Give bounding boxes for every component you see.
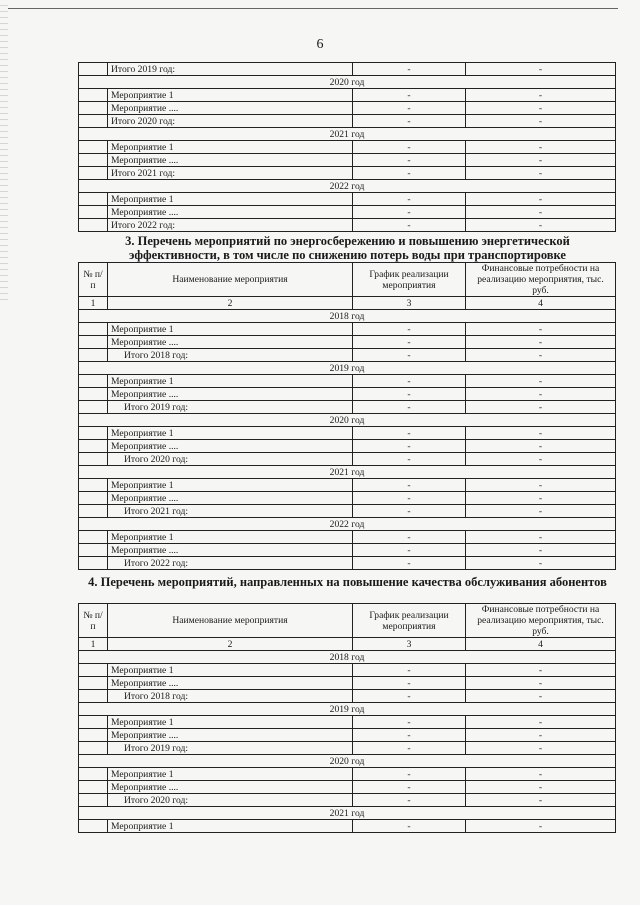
activity-name: Мероприятие 1 xyxy=(108,141,353,154)
year-row xyxy=(79,414,616,427)
finance-cell: - xyxy=(466,63,616,76)
col-index-2: 2 xyxy=(108,297,353,310)
activity-name: Мероприятие .... xyxy=(108,781,353,794)
row-number-cell xyxy=(79,544,108,557)
total-row xyxy=(79,557,616,570)
year-row xyxy=(79,651,616,664)
activity-name: Мероприятие .... xyxy=(108,336,353,349)
schedule-cell: - xyxy=(353,206,466,219)
finance-cell: - xyxy=(466,479,616,492)
total-label: Итого 2020 год: xyxy=(108,453,353,466)
year-row xyxy=(79,755,616,768)
row-number-cell xyxy=(79,531,108,544)
year-row xyxy=(79,466,616,479)
table-section4 xyxy=(78,603,616,833)
finance-cell: - xyxy=(466,115,616,128)
table-row xyxy=(79,677,616,690)
table-row xyxy=(79,206,616,219)
total-row xyxy=(79,742,616,755)
col-index-4: 4 xyxy=(466,638,616,651)
activity-name: Итого 2022 год: xyxy=(108,219,353,232)
finance-cell: - xyxy=(466,193,616,206)
row-number-cell xyxy=(79,479,108,492)
activity-name: Итого 2019 год: xyxy=(108,63,353,76)
row-number-cell xyxy=(79,388,108,401)
schedule-cell: - xyxy=(353,781,466,794)
schedule-cell: - xyxy=(353,729,466,742)
row-number-cell xyxy=(79,781,108,794)
finance-cell: - xyxy=(466,219,616,232)
activity-name: Мероприятие 1 xyxy=(108,427,353,440)
activity-name: Мероприятие 1 xyxy=(108,768,353,781)
schedule-cell: - xyxy=(353,219,466,232)
year-label: 2021 год xyxy=(79,807,616,820)
schedule-cell: - xyxy=(353,505,466,518)
activity-name: Мероприятие .... xyxy=(108,544,353,557)
table-row xyxy=(79,323,616,336)
activity-name: Мероприятие .... xyxy=(108,677,353,690)
finance-cell: - xyxy=(466,794,616,807)
schedule-cell: - xyxy=(353,89,466,102)
row-number-cell xyxy=(79,63,108,76)
table-row xyxy=(79,820,616,833)
schedule-cell: - xyxy=(353,193,466,206)
activity-name: Мероприятие 1 xyxy=(108,193,353,206)
table-row xyxy=(79,336,616,349)
row-number-cell xyxy=(79,492,108,505)
row-number-cell xyxy=(79,102,108,115)
row-number-cell xyxy=(79,427,108,440)
table-row xyxy=(79,768,616,781)
table-row xyxy=(79,427,616,440)
finance-cell: - xyxy=(466,102,616,115)
activity-name: Мероприятие 1 xyxy=(108,89,353,102)
finance-cell: - xyxy=(466,781,616,794)
row-number-cell xyxy=(79,154,108,167)
row-number-cell xyxy=(79,193,108,206)
year-row xyxy=(79,310,616,323)
section-4-title: 4. Перечень мероприятий, направленных на повышение качества обслуживания абонентов xyxy=(88,575,607,589)
table-row xyxy=(79,664,616,677)
total-label: Итого 2019 год: xyxy=(108,742,353,755)
year-label: 2020 год xyxy=(79,755,616,768)
schedule-cell: - xyxy=(353,557,466,570)
finance-cell: - xyxy=(466,167,616,180)
col-header-finance: Финансовые потребности на реализацию мероприятия, тыс. руб. xyxy=(466,263,616,297)
schedule-cell: - xyxy=(353,716,466,729)
finance-cell: - xyxy=(466,664,616,677)
col-header-num: № п/п xyxy=(79,263,108,297)
year-label: 2018 год xyxy=(79,310,616,323)
year-label: 2022 год xyxy=(79,180,616,193)
finance-cell: - xyxy=(466,544,616,557)
finance-cell: - xyxy=(466,505,616,518)
finance-cell: - xyxy=(466,820,616,833)
activity-name: Мероприятие .... xyxy=(108,206,353,219)
year-label: 2020 год xyxy=(79,414,616,427)
row-number-cell xyxy=(79,167,108,180)
row-number-cell xyxy=(79,820,108,833)
col-header-name: Наименование мероприятия xyxy=(108,263,353,297)
table-row xyxy=(79,716,616,729)
row-number-cell xyxy=(79,219,108,232)
row-number-cell xyxy=(79,729,108,742)
col-index-2: 2 xyxy=(108,638,353,651)
row-number-cell xyxy=(79,336,108,349)
row-number-cell xyxy=(79,505,108,518)
table-section2-continuation xyxy=(78,62,616,232)
table-row xyxy=(79,193,616,206)
year-row xyxy=(79,180,616,193)
col-header-schedule: График реализации мероприятия xyxy=(353,604,466,638)
schedule-cell: - xyxy=(353,664,466,677)
finance-cell: - xyxy=(466,729,616,742)
col-index-4: 4 xyxy=(466,297,616,310)
row-number-cell xyxy=(79,742,108,755)
finance-cell: - xyxy=(466,388,616,401)
finance-cell: - xyxy=(466,323,616,336)
finance-cell: - xyxy=(466,531,616,544)
finance-cell: - xyxy=(466,440,616,453)
row-number-cell xyxy=(79,677,108,690)
schedule-cell: - xyxy=(353,544,466,557)
finance-cell: - xyxy=(466,716,616,729)
schedule-cell: - xyxy=(353,794,466,807)
row-number-cell xyxy=(79,716,108,729)
table-row xyxy=(79,115,616,128)
col-header-name: Наименование мероприятия xyxy=(108,604,353,638)
total-label: Итого 2022 год: xyxy=(108,557,353,570)
total-row xyxy=(79,505,616,518)
scan-top-edge xyxy=(8,8,618,9)
table-row xyxy=(79,729,616,742)
activity-name: Мероприятие 1 xyxy=(108,716,353,729)
finance-cell: - xyxy=(466,492,616,505)
row-number-cell xyxy=(79,768,108,781)
table-row xyxy=(79,544,616,557)
year-row xyxy=(79,703,616,716)
schedule-cell: - xyxy=(353,768,466,781)
col-header-num: № п/п xyxy=(79,604,108,638)
year-label: 2019 год xyxy=(79,703,616,716)
row-number-cell xyxy=(79,557,108,570)
col-header-schedule: График реализации мероприятия xyxy=(353,263,466,297)
finance-cell: - xyxy=(466,690,616,703)
row-number-cell xyxy=(79,453,108,466)
finance-cell: - xyxy=(466,375,616,388)
schedule-cell: - xyxy=(353,336,466,349)
schedule-cell: - xyxy=(353,141,466,154)
finance-cell: - xyxy=(466,206,616,219)
year-label: 2021 год xyxy=(79,466,616,479)
schedule-cell: - xyxy=(353,492,466,505)
schedule-cell: - xyxy=(353,531,466,544)
page-number: 6 xyxy=(316,37,324,52)
row-number-cell xyxy=(79,349,108,362)
year-label: 2020 год xyxy=(79,76,616,89)
row-number-cell xyxy=(79,690,108,703)
table-row xyxy=(79,63,616,76)
row-number-cell xyxy=(79,401,108,414)
schedule-cell: - xyxy=(353,115,466,128)
finance-cell: - xyxy=(466,349,616,362)
finance-cell: - xyxy=(466,677,616,690)
total-label: Итого 2018 год: xyxy=(108,349,353,362)
activity-name: Мероприятие 1 xyxy=(108,479,353,492)
schedule-cell: - xyxy=(353,323,466,336)
schedule-cell: - xyxy=(353,677,466,690)
activity-name: Мероприятие 1 xyxy=(108,531,353,544)
row-number-cell xyxy=(79,794,108,807)
schedule-cell: - xyxy=(353,742,466,755)
total-row xyxy=(79,349,616,362)
year-label: 2022 год xyxy=(79,518,616,531)
finance-cell: - xyxy=(466,89,616,102)
schedule-cell: - xyxy=(353,820,466,833)
activity-name: Мероприятие 1 xyxy=(108,375,353,388)
schedule-cell: - xyxy=(353,102,466,115)
schedule-cell: - xyxy=(353,154,466,167)
schedule-cell: - xyxy=(353,401,466,414)
activity-name: Мероприятие .... xyxy=(108,440,353,453)
col-index-1: 1 xyxy=(79,638,108,651)
row-number-cell xyxy=(79,440,108,453)
table-row xyxy=(79,440,616,453)
year-label: 2019 год xyxy=(79,362,616,375)
total-label: Итого 2018 год: xyxy=(108,690,353,703)
activity-name: Мероприятие .... xyxy=(108,154,353,167)
schedule-cell: - xyxy=(353,479,466,492)
row-number-cell xyxy=(79,664,108,677)
finance-cell: - xyxy=(466,557,616,570)
table-row xyxy=(79,219,616,232)
schedule-cell: - xyxy=(353,167,466,180)
finance-cell: - xyxy=(466,427,616,440)
schedule-cell: - xyxy=(353,690,466,703)
total-label: Итого 2019 год: xyxy=(108,401,353,414)
table-row xyxy=(79,141,616,154)
table-row xyxy=(79,154,616,167)
total-row xyxy=(79,453,616,466)
activity-name: Мероприятие .... xyxy=(108,102,353,115)
activity-name: Мероприятие 1 xyxy=(108,820,353,833)
finance-cell: - xyxy=(466,453,616,466)
schedule-cell: - xyxy=(353,63,466,76)
table-section3 xyxy=(78,262,616,570)
row-number-cell xyxy=(79,375,108,388)
year-row xyxy=(79,518,616,531)
total-row xyxy=(79,401,616,414)
total-label: Итого 2021 год: xyxy=(108,505,353,518)
activity-name: Мероприятие .... xyxy=(108,729,353,742)
finance-cell: - xyxy=(466,336,616,349)
year-label: 2018 год xyxy=(79,651,616,664)
schedule-cell: - xyxy=(353,388,466,401)
section-3-title: 3. Перечень мероприятий по энергосбережению и повышению энергетической эффективности, в том числе по снижению потерь воды при транспортировке xyxy=(125,234,570,262)
total-label: Итого 2020 год: xyxy=(108,794,353,807)
table-row xyxy=(79,102,616,115)
year-row xyxy=(79,76,616,89)
schedule-cell: - xyxy=(353,375,466,388)
col-index-3: 3 xyxy=(353,638,466,651)
row-number-cell xyxy=(79,115,108,128)
year-row xyxy=(79,362,616,375)
table-row xyxy=(79,781,616,794)
activity-name: Мероприятие 1 xyxy=(108,323,353,336)
finance-cell: - xyxy=(466,742,616,755)
schedule-cell: - xyxy=(353,453,466,466)
table-row xyxy=(79,375,616,388)
row-number-cell xyxy=(79,141,108,154)
activity-name: Мероприятие .... xyxy=(108,492,353,505)
table-row xyxy=(79,167,616,180)
row-number-cell xyxy=(79,206,108,219)
schedule-cell: - xyxy=(353,440,466,453)
table-row xyxy=(79,479,616,492)
col-index-3: 3 xyxy=(353,297,466,310)
table-row xyxy=(79,89,616,102)
col-index-1: 1 xyxy=(79,297,108,310)
row-number-cell xyxy=(79,323,108,336)
activity-name: Итого 2020 год: xyxy=(108,115,353,128)
finance-cell: - xyxy=(466,154,616,167)
finance-cell: - xyxy=(466,768,616,781)
finance-cell: - xyxy=(466,401,616,414)
total-row xyxy=(79,690,616,703)
year-row xyxy=(79,807,616,820)
schedule-cell: - xyxy=(353,427,466,440)
activity-name: Мероприятие .... xyxy=(108,388,353,401)
col-header-finance: Финансовые потребности на реализацию мероприятия, тыс. руб. xyxy=(466,604,616,638)
table-row xyxy=(79,388,616,401)
table-row xyxy=(79,531,616,544)
activity-name: Мероприятие 1 xyxy=(108,664,353,677)
year-row xyxy=(79,128,616,141)
row-number-cell xyxy=(79,89,108,102)
schedule-cell: - xyxy=(353,349,466,362)
activity-name: Итого 2021 год: xyxy=(108,167,353,180)
finance-cell: - xyxy=(466,141,616,154)
year-label: 2021 год xyxy=(79,128,616,141)
table-row xyxy=(79,492,616,505)
total-row xyxy=(79,794,616,807)
